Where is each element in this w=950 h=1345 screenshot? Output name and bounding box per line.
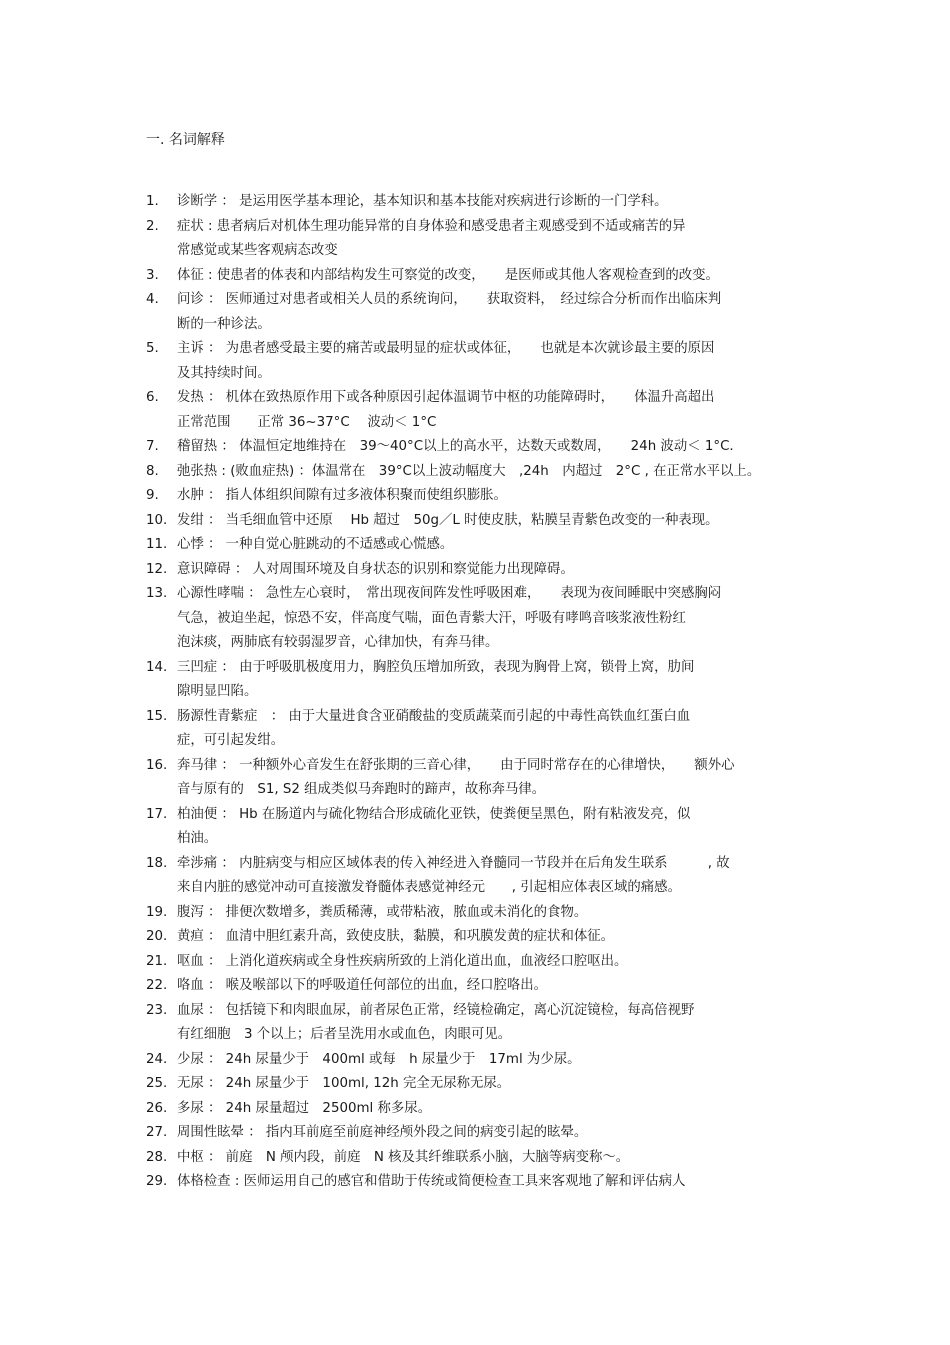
definition-entry bbox=[146, 484, 816, 509]
entry-number: 14. bbox=[146, 659, 168, 675]
entry-text-line: 泡沫痰，两肺底有较弱湿罗音，心律加快，有奔马律。 bbox=[177, 635, 499, 650]
entry-text-line: 主诉 ： 为患者感受最主要的痛苦或最明显的症状或体征， 也就是本次就诊最主要的原因 bbox=[177, 341, 715, 356]
entry-text-line: 周围性眩晕 ： 指内耳前庭至前庭神经颅外段之间的病变引起的眩晕。 bbox=[177, 1125, 588, 1140]
entry-text-line: 心源性哮喘 ： 急性左心衰时， 常出现夜间阵发性呼吸困难， 表现为夜间睡眠中突感胸闷 bbox=[177, 586, 722, 601]
entry-number: 4. bbox=[146, 292, 159, 307]
entry-number: 15. bbox=[146, 708, 168, 724]
definition-entry bbox=[146, 999, 816, 1048]
entry-text-line: 弛张热 : (败血症热) ：体温常在 39°C以上波动幅度大 ,24h 内超过 2°C , 在正常水平以上。 bbox=[177, 463, 761, 479]
entry-text-line: 诊断学 ： 是运用医学基本理论，基本知识和基本技能对疾病进行诊断的一门学科。 bbox=[177, 194, 668, 209]
entry-text-line: 奔马律 ： 一种额外心音发生在舒张期的三音心律， 由于同时常存在的心律增快， 额外心 bbox=[177, 757, 735, 773]
entry-text-line: 肠源性青紫症 ： 由于大量进食含亚硝酸盐的变质蔬菜而引起的中毒性高铁血红蛋白血 bbox=[177, 708, 691, 724]
entry-text-line: 无尿 ： 24h 尿量少于 100ml, 12h 完全无尿称无尿。 bbox=[177, 1076, 511, 1091]
entry-text-line: 来自内脏的感觉冲动可直接激发脊髓体表感觉神经元 , 引起相应体表区域的痛感。 bbox=[177, 880, 681, 895]
entry-number: 24. bbox=[146, 1051, 168, 1067]
definition-entry bbox=[146, 386, 816, 435]
entry-number: 29. bbox=[146, 1174, 168, 1189]
definition-entry bbox=[146, 1072, 816, 1097]
entry-text-line: 意识障碍 ： 人对周围环境及自身状态的识别和察觉能力出现障碍。 bbox=[177, 561, 574, 577]
entry-text-line: 稽留热 ： 体温恒定地维持在 39～40°C以上的高水平，达数天或数周， 24h 波动＜ 1°C. bbox=[177, 439, 734, 454]
entry-text-line: 多尿 ： 24h 尿量超过 2500ml 称多尿。 bbox=[177, 1100, 432, 1116]
section-title: 一. 名词解释 bbox=[146, 132, 225, 148]
definition-entry bbox=[146, 509, 816, 534]
entry-number: 12. bbox=[146, 561, 168, 577]
definition-entry bbox=[146, 190, 816, 215]
entry-text-line: 气急，被迫坐起，惊恐不安，伴高度气喘，面色青紫大汗，呼吸有哮鸣音咳浆液性粉红 bbox=[177, 610, 686, 626]
definition-entry bbox=[146, 558, 816, 583]
entry-text-line: 及其持续时间。 bbox=[177, 365, 271, 381]
entry-number: 5. bbox=[146, 341, 159, 356]
entry-number: 3. bbox=[146, 267, 159, 283]
entry-text-line: 断的一种诊法。 bbox=[177, 316, 271, 332]
definition-entry bbox=[146, 1121, 816, 1146]
entry-number: 10. bbox=[146, 512, 168, 528]
entry-number: 2. bbox=[146, 218, 159, 234]
definition-entry bbox=[146, 974, 816, 999]
entry-number: 6. bbox=[146, 390, 159, 405]
entry-text-line: 发绀 ： 当毛细血管中还原 Hb 超过 50g／L 时使皮肤，粘膜呈青紫色改变的一种表现。 bbox=[177, 512, 719, 528]
entry-number: 8. bbox=[146, 463, 159, 479]
entry-text-line: 有红细胞 3 个以上；后者呈洗用水或血色，肉眼可见。 bbox=[177, 1027, 512, 1042]
entry-text-line: 三凹症 ： 由于呼吸肌极度用力，胸腔负压增加所致，表现为胸骨上窝，锁骨上窝，肋间 bbox=[177, 659, 695, 675]
entry-text-line: 常感觉或某些客观病态改变 bbox=[177, 243, 338, 258]
definition-entry bbox=[146, 925, 816, 950]
entry-number: 17. bbox=[146, 806, 168, 822]
entry-text-line: 水肿 ： 指人体组织间隙有过多液体积聚而使组织膨胀。 bbox=[177, 488, 507, 503]
entry-number: 1. bbox=[146, 194, 159, 209]
entry-number: 22. bbox=[146, 978, 168, 993]
entry-text-line: 血尿 ： 包括镜下和肉眼血尿，前者尿色正常，经镜检确定，离心沉淀镜检，每高倍视野 bbox=[177, 1002, 695, 1018]
entry-text-line: 柏油便 ： Hb 在肠道内与硫化物结合形成硫化亚铁，使粪便呈黑色，附有粘液发亮，似 bbox=[177, 806, 691, 822]
definition-entry bbox=[146, 435, 816, 460]
definition-entry bbox=[146, 705, 816, 754]
entry-text-line: 咯血 ： 喉及喉部以下的呼吸道任何部位的出血，经口腔咯出。 bbox=[177, 978, 548, 993]
entry-number: 18. bbox=[146, 855, 168, 871]
entry-text-line: 黄疸 ： 血清中胆红素升高，致使皮肤，黏膜，和巩膜发黄的症状和体征。 bbox=[177, 929, 615, 944]
definition-entry bbox=[146, 1170, 816, 1195]
entry-text-line: 体格检查 : 医师运用自己的感官和借助于传统或简便检查工具来客观地了解和评估病人 bbox=[177, 1174, 686, 1189]
entry-number: 21. bbox=[146, 953, 168, 969]
entry-text-line: 问诊 ： 医师通过对患者或相关人员的系统询问， 获取资料， 经过综合分析而作出临床判 bbox=[177, 292, 722, 307]
entry-text-line: 柏油。 bbox=[177, 831, 218, 846]
entry-number: 25. bbox=[146, 1076, 168, 1091]
entry-number: 11. bbox=[146, 537, 168, 552]
entry-text-line: 正常范围 正常 36~37°C 波动＜ 1°C bbox=[177, 414, 437, 430]
entry-number: 27. bbox=[146, 1125, 168, 1140]
entry-number: 9. bbox=[146, 488, 159, 503]
term-definition-list bbox=[146, 190, 816, 1195]
definition-entry bbox=[146, 901, 816, 926]
entry-text-line: 心悸 ： 一种自觉心脏跳动的不适感或心慌感。 bbox=[177, 537, 454, 552]
entry-number: 23. bbox=[146, 1002, 168, 1018]
entry-number: 19. bbox=[146, 904, 168, 920]
entry-number: 26. bbox=[146, 1100, 168, 1116]
definition-entry bbox=[146, 1097, 816, 1122]
definition-entry bbox=[146, 582, 816, 656]
entry-number: 16. bbox=[146, 757, 168, 773]
entry-text-line: 体征 : 使患者的体表和内部结构发生可察觉的改变， 是医师或其他人客观检查到的改变。 bbox=[177, 267, 719, 283]
definition-entry bbox=[146, 1048, 816, 1073]
entry-number: 20. bbox=[146, 929, 168, 944]
entry-number: 7. bbox=[146, 439, 159, 454]
definition-entry bbox=[146, 656, 816, 705]
definition-entry bbox=[146, 803, 816, 852]
definition-entry bbox=[146, 337, 816, 386]
entry-text-line: 呕血 ： 上消化道疾病或全身性疾病所致的上消化道出血，血液经口腔呕出。 bbox=[177, 953, 628, 969]
entry-number: 28. bbox=[146, 1149, 168, 1165]
definition-entry bbox=[146, 460, 816, 485]
definition-entry bbox=[146, 215, 816, 264]
entry-text-line: 腹泻 ： 排便次数增多，粪质稀薄，或带粘液，脓血或未消化的食物。 bbox=[177, 904, 588, 920]
definition-entry bbox=[146, 754, 816, 803]
definition-entry bbox=[146, 288, 816, 337]
definition-entry bbox=[146, 264, 816, 289]
definition-entry bbox=[146, 950, 816, 975]
entry-text-line: 发热 ： 机体在致热原作用下或各种原因引起体温调节中枢的功能障碍时， 体温升高超出 bbox=[177, 390, 715, 405]
entry-text-line: 音与原有的 S1, S2 组成类似马奔跑时的蹄声，故称奔马律。 bbox=[177, 782, 546, 797]
entry-text-line: 症状 : 患者病后对机体生理功能异常的自身体验和感受患者主观感受到不适或痛苦的异 bbox=[177, 218, 686, 234]
definition-entry bbox=[146, 533, 816, 558]
entry-text-line: 症，可引起发绀。 bbox=[177, 733, 285, 748]
entry-text-line: 隙明显凹陷。 bbox=[177, 684, 258, 699]
entry-text-line: 中枢 ： 前庭 N 颅内段，前庭 N 核及其纤维联系小脑，大脑等病变称～。 bbox=[177, 1149, 630, 1165]
entry-text-line: 少尿 ： 24h 尿量少于 400ml 或每 h 尿量少于 17ml 为少尿。 bbox=[177, 1051, 581, 1067]
definition-entry bbox=[146, 852, 816, 901]
entry-text-line: 牵涉痛 ： 内脏病变与相应区域体表的传入神经进入脊髓同一节段并在后角发生联系 , 故 bbox=[177, 855, 730, 871]
definition-entry bbox=[146, 1146, 816, 1171]
entry-number: 13. bbox=[146, 586, 168, 601]
